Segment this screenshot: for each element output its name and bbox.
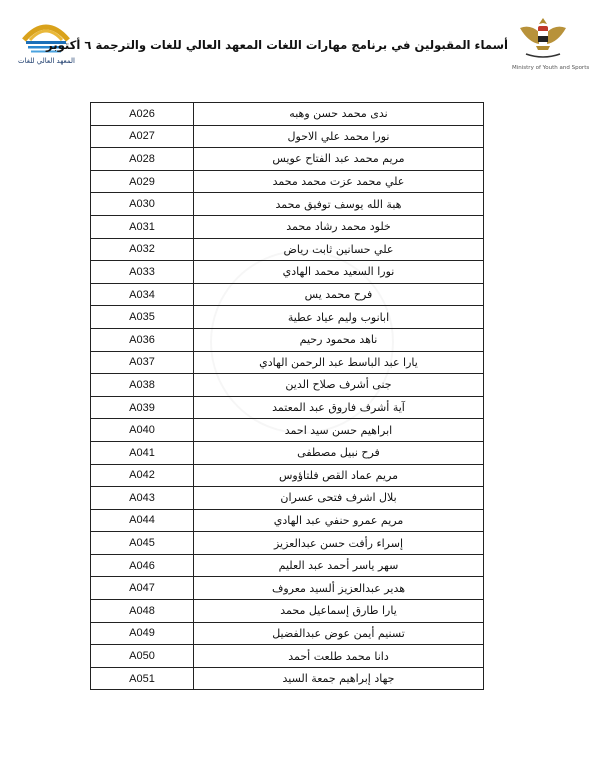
student-name: بلال اشرف فتحى عسران <box>194 487 484 510</box>
student-code: A040 <box>91 419 194 442</box>
student-code: A045 <box>91 532 194 555</box>
table-row <box>91 374 484 397</box>
student-name: تسنيم أيمن عوض عبدالفضيل <box>194 622 484 645</box>
student-name: سهر ياسر أحمد عبد العليم <box>194 554 484 577</box>
student-name: يارا عبد الباسط عبد الرحمن الهادي <box>194 351 484 374</box>
student-name: مريم عماد القص فلتاؤوس <box>194 464 484 487</box>
student-name: يارا طارق إسماعيل محمد <box>194 600 484 623</box>
student-name: جنى أشرف صلاح الدين <box>194 374 484 397</box>
table-row <box>91 328 484 351</box>
student-name: ناهد محمود رحيم <box>194 328 484 351</box>
table-row <box>91 464 484 487</box>
table-row <box>91 554 484 577</box>
student-code: A031 <box>91 215 194 238</box>
student-code: A044 <box>91 509 194 532</box>
egypt-eagle-emblem-icon <box>512 14 574 60</box>
ministry-logo-caption: Ministry of Youth and Sports <box>512 65 590 71</box>
student-code: A042 <box>91 464 194 487</box>
student-code: A029 <box>91 170 194 193</box>
student-name: ابانوب وليم عياد عطية <box>194 306 484 329</box>
student-code: A049 <box>91 622 194 645</box>
table-row <box>91 487 484 510</box>
table-row <box>91 351 484 374</box>
table-row <box>91 441 484 464</box>
student-code: A043 <box>91 487 194 510</box>
student-name: نورا محمد علي الاحول <box>194 125 484 148</box>
document-header <box>0 0 600 80</box>
student-code: A033 <box>91 261 194 284</box>
student-code: A037 <box>91 351 194 374</box>
table-row <box>91 532 484 555</box>
table-row <box>91 283 484 306</box>
ministry-logo <box>512 14 590 71</box>
table-row <box>91 667 484 690</box>
student-code: A034 <box>91 283 194 306</box>
student-code: A050 <box>91 645 194 668</box>
student-name: نورا السعيد محمد الهادي <box>194 261 484 284</box>
admitted-students-table <box>90 102 484 690</box>
table-row <box>91 509 484 532</box>
student-name: إسراء رأفت حسن عبدالعزيز <box>194 532 484 555</box>
student-name: جهاد إبراهيم جمعة السيد <box>194 667 484 690</box>
student-name: علي محمد عزت محمد محمد <box>194 170 484 193</box>
table-row <box>91 125 484 148</box>
student-name: فرح نبيل مصطفى <box>194 441 484 464</box>
student-name: دانا محمد طلعت أحمد <box>194 645 484 668</box>
student-code: A027 <box>91 125 194 148</box>
table-row <box>91 238 484 261</box>
student-code: A030 <box>91 193 194 216</box>
table-row <box>91 193 484 216</box>
table-row <box>91 622 484 645</box>
student-code: A026 <box>91 103 194 126</box>
table-row <box>91 577 484 600</box>
student-code: A039 <box>91 396 194 419</box>
table-row <box>91 600 484 623</box>
student-code: A032 <box>91 238 194 261</box>
table-row <box>91 306 484 329</box>
table-row <box>91 419 484 442</box>
student-name: مريم محمد عبد الفتاح عويس <box>194 148 484 171</box>
table-row <box>91 148 484 171</box>
student-code: A035 <box>91 306 194 329</box>
student-name: مريم عمرو حنفي عبد الهادي <box>194 509 484 532</box>
table-row <box>91 170 484 193</box>
student-code: A036 <box>91 328 194 351</box>
table-row <box>91 261 484 284</box>
student-name: هدير عبدالعزيز ألسيد معروف <box>194 577 484 600</box>
table-row <box>91 103 484 126</box>
table-row <box>91 645 484 668</box>
student-code: A051 <box>91 667 194 690</box>
student-name: خلود محمد رشاد محمد <box>194 215 484 238</box>
student-name: فرح محمد يس <box>194 283 484 306</box>
student-name: ندى محمد حسن وهبه <box>194 103 484 126</box>
table-row <box>91 215 484 238</box>
student-code: A041 <box>91 441 194 464</box>
student-code: A048 <box>91 600 194 623</box>
page-title: أسماء المقبولين في برنامج مهارات اللغات المعهد العالي للغات والترجمة ٦ أكتوبر <box>46 38 508 52</box>
student-code: A028 <box>91 148 194 171</box>
student-name: علي حسانين ثابت رياض <box>194 238 484 261</box>
table-row <box>91 396 484 419</box>
student-code: A047 <box>91 577 194 600</box>
institute-logo-caption: المعهد العالي للغات <box>18 57 75 65</box>
student-name: هبة الله يوسف توفيق محمد <box>194 193 484 216</box>
student-code: A046 <box>91 554 194 577</box>
student-name: ابراهيم حسن سيد احمد <box>194 419 484 442</box>
student-code: A038 <box>91 374 194 397</box>
student-name: آية أشرف فاروق عبد المعتمد <box>194 396 484 419</box>
